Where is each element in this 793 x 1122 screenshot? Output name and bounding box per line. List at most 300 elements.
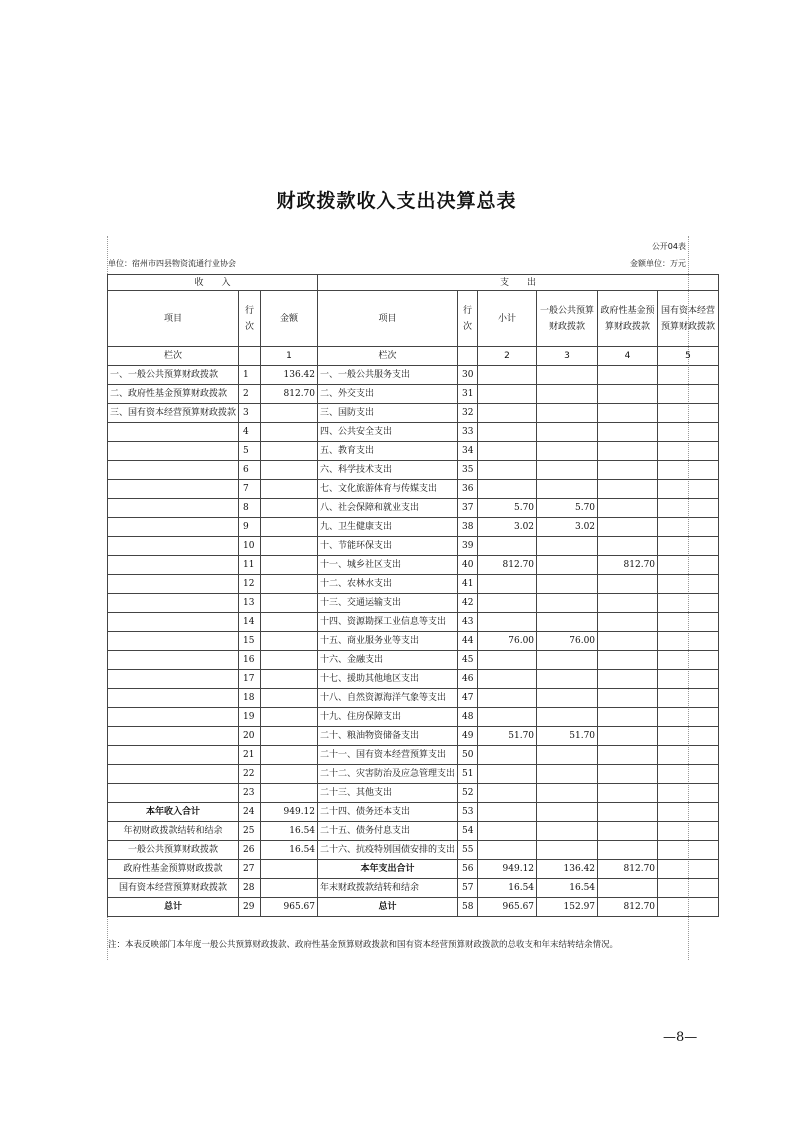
general-budget-cell [537,765,598,784]
expense-item-cell: 二十三、其他支出 [318,784,458,803]
general-budget-cell [537,556,598,575]
state-capital-cell [658,784,719,803]
state-capital-cell [658,632,719,651]
general-budget-cell: 51.70 [537,727,598,746]
income-item-cell [108,632,239,651]
income-amount-cell [261,442,318,461]
expense-line-no-cell: 38 [458,518,478,537]
income-amount-cell [261,404,318,423]
subtotal-cell [478,461,537,480]
expense-item-cell: 十四、资源勘探工业信息等支出 [318,613,458,632]
general-budget-cell [537,442,598,461]
subtotal-cell [478,480,537,499]
income-amount-cell [261,670,318,689]
expense-item-cell: 七、文化旅游体育与传媒支出 [318,480,458,499]
income-item-cell [108,442,239,461]
expense-item-cell: 二十五、债务付息支出 [318,822,458,841]
general-budget-header: 一般公共预算财政拨款 [537,291,598,347]
general-budget-cell: 16.54 [537,879,598,898]
table-row [108,822,719,841]
income-item-cell [108,423,239,442]
income-line-no-cell: 21 [239,746,261,765]
income-item-cell [108,499,239,518]
income-item-cell [108,461,239,480]
general-budget-cell [537,784,598,803]
income-amount-cell: 16.54 [261,822,318,841]
expense-item-cell: 六、科学技术支出 [318,461,458,480]
expense-line-no-cell: 48 [458,708,478,727]
fund-budget-cell [598,670,658,689]
state-capital-cell [658,594,719,613]
state-capital-header: 国有资本经营预算财政拨款 [658,291,719,347]
income-item-cell: 一、一般公共预算财政拨款 [108,366,239,385]
fund-budget-cell [598,423,658,442]
expense-item-cell: 二十一、国有资本经营预算支出 [318,746,458,765]
income-item-cell [108,708,239,727]
subtotal-cell [478,670,537,689]
fund-budget-cell [598,537,658,556]
income-item-cell [108,556,239,575]
expense-item-cell: 十六、金融支出 [318,651,458,670]
income-line-no-cell: 16 [239,651,261,670]
expense-line-no-cell: 46 [458,670,478,689]
income-line-no-cell: 11 [239,556,261,575]
subtotal-cell: 51.70 [478,727,537,746]
general-budget-cell [537,480,598,499]
fund-budget-cell [598,518,658,537]
income-item-cell [108,518,239,537]
expense-item-cell: 四、公共安全支出 [318,423,458,442]
income-amount-cell [261,632,318,651]
general-budget-cell [537,404,598,423]
fund-budget-cell [598,442,658,461]
expense-line-no-cell: 33 [458,423,478,442]
general-budget-cell [537,575,598,594]
fund-budget-header: 政府性基金预算财政拨款 [598,291,658,347]
col-index-4: 4 [598,347,658,366]
state-capital-cell [658,822,719,841]
income-line-no-cell: 15 [239,632,261,651]
subtotal-cell [478,366,537,385]
table-row [108,860,719,879]
income-amount-cell [261,556,318,575]
general-budget-cell [537,803,598,822]
general-budget-cell [537,594,598,613]
income-item-cell: 三、国有资本经营预算财政拨款 [108,404,239,423]
subtotal-cell [478,423,537,442]
income-amount-cell [261,575,318,594]
general-budget-cell: 5.70 [537,499,598,518]
table-row [108,784,719,803]
subtotal-cell: 949.12 [478,860,537,879]
state-capital-cell [658,879,719,898]
fund-budget-cell [598,727,658,746]
income-line-no-cell: 14 [239,613,261,632]
fund-budget-cell [598,841,658,860]
expense-item-cell: 二、外交支出 [318,385,458,404]
table-row [108,727,719,746]
expense-line-no-cell: 35 [458,461,478,480]
state-capital-cell [658,651,719,670]
subtotal-cell [478,765,537,784]
expense-line-no-cell: 47 [458,689,478,708]
income-amount-cell [261,860,318,879]
income-line-no-cell: 29 [239,898,261,917]
income-amount-cell [261,879,318,898]
expense-line-no-cell: 37 [458,499,478,518]
general-budget-cell [537,613,598,632]
table-row [108,423,719,442]
income-item-cell: 总计 [108,898,239,917]
income-line-no-cell: 20 [239,727,261,746]
expense-line-no-cell: 43 [458,613,478,632]
expense-line-no-cell: 45 [458,651,478,670]
general-budget-cell [537,689,598,708]
budget-table [107,274,719,917]
fund-budget-cell [598,765,658,784]
fund-budget-cell [598,784,658,803]
expense-line-no-cell: 52 [458,784,478,803]
table-row [108,651,719,670]
expense-item-cell: 年末财政拨款结转和结余 [318,879,458,898]
income-item-cell [108,746,239,765]
expense-item-cell: 八、社会保障和就业支出 [318,499,458,518]
table-row [108,613,719,632]
subtotal-cell: 812.70 [478,556,537,575]
subtotal-cell [478,784,537,803]
income-amount-cell [261,461,318,480]
state-capital-cell [658,613,719,632]
general-budget-cell: 136.42 [537,860,598,879]
fund-budget-cell [598,632,658,651]
expense-item-cell: 总计 [318,898,458,917]
col-index-2: 2 [478,347,537,366]
state-capital-cell [658,423,719,442]
expense-item-cell: 本年支出合计 [318,860,458,879]
general-budget-cell [537,385,598,404]
expense-header: 支 出 [318,275,719,291]
income-amount-cell: 949.12 [261,803,318,822]
expense-line-no-cell: 39 [458,537,478,556]
fund-budget-cell [598,708,658,727]
subtotal-cell [478,404,537,423]
expense-item-cell: 十五、商业服务业等支出 [318,632,458,651]
currency-unit: 金额单位：万元 [630,259,686,268]
state-capital-cell [658,461,719,480]
income-amount-cell [261,765,318,784]
expense-line-no-cell: 53 [458,803,478,822]
income-line-no-cell: 18 [239,689,261,708]
expense-line-no-header: 行次 [458,291,478,347]
table-row [108,461,719,480]
fund-budget-cell [598,385,658,404]
fund-budget-cell [598,613,658,632]
state-capital-cell [658,898,719,917]
table-row [108,556,719,575]
income-header: 收 入 [108,275,318,291]
subtotal-cell [478,841,537,860]
income-item-cell: 年初财政拨款结转和结余 [108,822,239,841]
expense-item-cell: 二十六、抗疫特别国债安排的支出 [318,841,458,860]
expense-line-no-cell: 30 [458,366,478,385]
table-row [108,385,719,404]
table-row [108,708,719,727]
subtotal-cell: 16.54 [478,879,537,898]
subtotal-cell [478,575,537,594]
income-item-cell [108,689,239,708]
state-capital-cell [658,689,719,708]
col-index-empty [239,347,261,366]
col-index-label: 栏次 [108,347,239,366]
income-line-no-header: 行次 [239,291,261,347]
header-row-columns [108,291,719,347]
state-capital-cell [658,670,719,689]
income-item-cell: 政府性基金预算财政拨款 [108,860,239,879]
income-amount-cell [261,727,318,746]
expense-item-cell: 十二、农林水支出 [318,575,458,594]
general-budget-cell [537,841,598,860]
income-amount-cell [261,594,318,613]
income-line-no-cell: 1 [239,366,261,385]
income-line-no-cell: 17 [239,670,261,689]
expense-line-no-cell: 55 [458,841,478,860]
income-item-cell: 一般公共预算财政拨款 [108,841,239,860]
income-amount-cell [261,480,318,499]
table-row [108,898,719,917]
subtotal-cell: 3.02 [478,518,537,537]
page-title: 财政拨款收入支出决算总表 [276,190,517,212]
subtotal-cell [478,613,537,632]
expense-item-cell: 三、国防支出 [318,404,458,423]
income-item-cell [108,537,239,556]
table-row [108,499,719,518]
table-row [108,765,719,784]
fund-budget-cell [598,803,658,822]
expense-line-no-cell: 44 [458,632,478,651]
income-amount-cell [261,613,318,632]
income-line-no-cell: 19 [239,708,261,727]
state-capital-cell [658,480,719,499]
income-line-no-cell: 26 [239,841,261,860]
income-line-no-cell: 7 [239,480,261,499]
expense-item-cell: 十八、自然资源海洋气象等支出 [318,689,458,708]
expense-line-no-cell: 34 [458,442,478,461]
income-item-cell [108,575,239,594]
state-capital-cell [658,499,719,518]
fund-budget-cell [598,480,658,499]
expense-line-no-cell: 31 [458,385,478,404]
income-amount-cell [261,784,318,803]
page-number: —8— [663,1030,698,1045]
general-budget-cell: 152.97 [537,898,598,917]
fund-budget-cell: 812.70 [598,860,658,879]
subtotal-cell: 965.67 [478,898,537,917]
income-line-no-cell: 24 [239,803,261,822]
fund-budget-cell [598,404,658,423]
subtotal-cell: 76.00 [478,632,537,651]
col-index-3: 3 [537,347,598,366]
state-capital-cell [658,765,719,784]
fund-budget-cell: 812.70 [598,556,658,575]
table-row [108,803,719,822]
expense-item-header: 项目 [318,291,458,347]
col-index-exp-label: 栏次 [318,347,458,366]
table-row [108,632,719,651]
fund-budget-cell [598,499,658,518]
subtotal-cell [478,822,537,841]
general-budget-cell [537,423,598,442]
income-line-no-cell: 5 [239,442,261,461]
footnote: 注：本表反映部门本年度一般公共预算财政拨款、政府性基金预算财政拨款和国有资本经营预算财政拨款的总收支和年末结转结余情况。 [108,940,619,950]
expense-item-cell: 十九、住房保障支出 [318,708,458,727]
income-amount-cell: 16.54 [261,841,318,860]
expense-line-no-cell: 51 [458,765,478,784]
fund-budget-cell: 812.70 [598,898,658,917]
general-budget-cell: 3.02 [537,518,598,537]
col-index-exp-empty [458,347,478,366]
general-budget-cell: 76.00 [537,632,598,651]
income-line-no-cell: 10 [239,537,261,556]
expense-line-no-cell: 32 [458,404,478,423]
state-capital-cell [658,727,719,746]
income-item-cell [108,784,239,803]
table-row [108,841,719,860]
expense-item-cell: 二十二、灾害防治及应急管理支出 [318,765,458,784]
fund-budget-cell [598,822,658,841]
expense-item-cell: 十三、交通运输支出 [318,594,458,613]
expense-item-cell: 十、节能环保支出 [318,537,458,556]
table-row [108,518,719,537]
general-budget-cell [537,670,598,689]
income-amount-cell [261,423,318,442]
subtotal-cell [478,708,537,727]
general-budget-cell [537,822,598,841]
expense-item-cell: 十一、城乡社区支出 [318,556,458,575]
header-row-group [108,275,719,291]
state-capital-cell [658,518,719,537]
expense-item-cell: 九、卫生健康支出 [318,518,458,537]
state-capital-cell [658,708,719,727]
income-amount-cell [261,651,318,670]
general-budget-cell [537,537,598,556]
income-amount-cell [261,499,318,518]
unit-name: 单位：宿州市四县物资流通行业协会 [108,259,236,268]
income-line-no-cell: 2 [239,385,261,404]
expense-line-no-cell: 42 [458,594,478,613]
expense-line-no-cell: 50 [458,746,478,765]
form-number: 公开04表 [651,242,686,251]
income-line-no-cell: 3 [239,404,261,423]
fund-budget-cell [598,461,658,480]
fund-budget-cell [598,689,658,708]
col-index-1: 1 [261,347,318,366]
income-item-cell [108,765,239,784]
fund-budget-cell [598,366,658,385]
expense-line-no-cell: 49 [458,727,478,746]
expense-line-no-cell: 40 [458,556,478,575]
table-row [108,366,719,385]
income-amount-cell [261,518,318,537]
table-row [108,537,719,556]
fund-budget-cell [598,746,658,765]
table-row [108,404,719,423]
expense-item-cell: 二十四、债务还本支出 [318,803,458,822]
table-row [108,746,719,765]
state-capital-cell [658,803,719,822]
income-line-no-cell: 25 [239,822,261,841]
state-capital-cell [658,841,719,860]
income-amount-cell [261,746,318,765]
subtotal-cell [478,442,537,461]
fund-budget-cell [598,651,658,670]
fund-budget-cell [598,879,658,898]
income-amount-header: 金额 [261,291,318,347]
expense-line-no-cell: 56 [458,860,478,879]
general-budget-cell [537,366,598,385]
subtotal-cell [478,537,537,556]
income-item-cell [108,594,239,613]
expense-line-no-cell: 57 [458,879,478,898]
column-index-row [108,347,719,366]
expense-line-no-cell: 58 [458,898,478,917]
state-capital-cell [658,575,719,594]
general-budget-cell [537,461,598,480]
income-line-no-cell: 12 [239,575,261,594]
income-item-cell: 国有资本经营预算财政拨款 [108,879,239,898]
income-amount-cell: 812.70 [261,385,318,404]
subtotal-cell [478,651,537,670]
table-row [108,480,719,499]
income-item-cell [108,480,239,499]
expense-item-cell: 十七、援助其他地区支出 [318,670,458,689]
fund-budget-cell [598,594,658,613]
expense-line-no-cell: 54 [458,822,478,841]
income-line-no-cell: 23 [239,784,261,803]
income-amount-cell: 965.67 [261,898,318,917]
income-amount-cell [261,537,318,556]
table-row [108,879,719,898]
income-line-no-cell: 9 [239,518,261,537]
expense-item-cell: 一、一般公共服务支出 [318,366,458,385]
income-line-no-cell: 13 [239,594,261,613]
income-item-cell: 本年收入合计 [108,803,239,822]
subtotal-header: 小计 [478,291,537,347]
general-budget-cell [537,746,598,765]
table-row [108,442,719,461]
state-capital-cell [658,366,719,385]
subtotal-cell [478,746,537,765]
income-amount-cell: 136.42 [261,366,318,385]
subtotal-cell [478,594,537,613]
income-amount-cell [261,689,318,708]
table-row [108,689,719,708]
income-item-cell [108,613,239,632]
subtotal-cell [478,689,537,708]
expense-line-no-cell: 41 [458,575,478,594]
income-line-no-cell: 28 [239,879,261,898]
general-budget-cell [537,708,598,727]
subtotal-cell [478,385,537,404]
col-index-5: 5 [658,347,719,366]
table-row [108,575,719,594]
income-item-cell [108,651,239,670]
state-capital-cell [658,385,719,404]
income-line-no-cell: 22 [239,765,261,784]
income-line-no-cell: 8 [239,499,261,518]
table-row [108,670,719,689]
income-item-header: 项目 [108,291,239,347]
income-line-no-cell: 27 [239,860,261,879]
